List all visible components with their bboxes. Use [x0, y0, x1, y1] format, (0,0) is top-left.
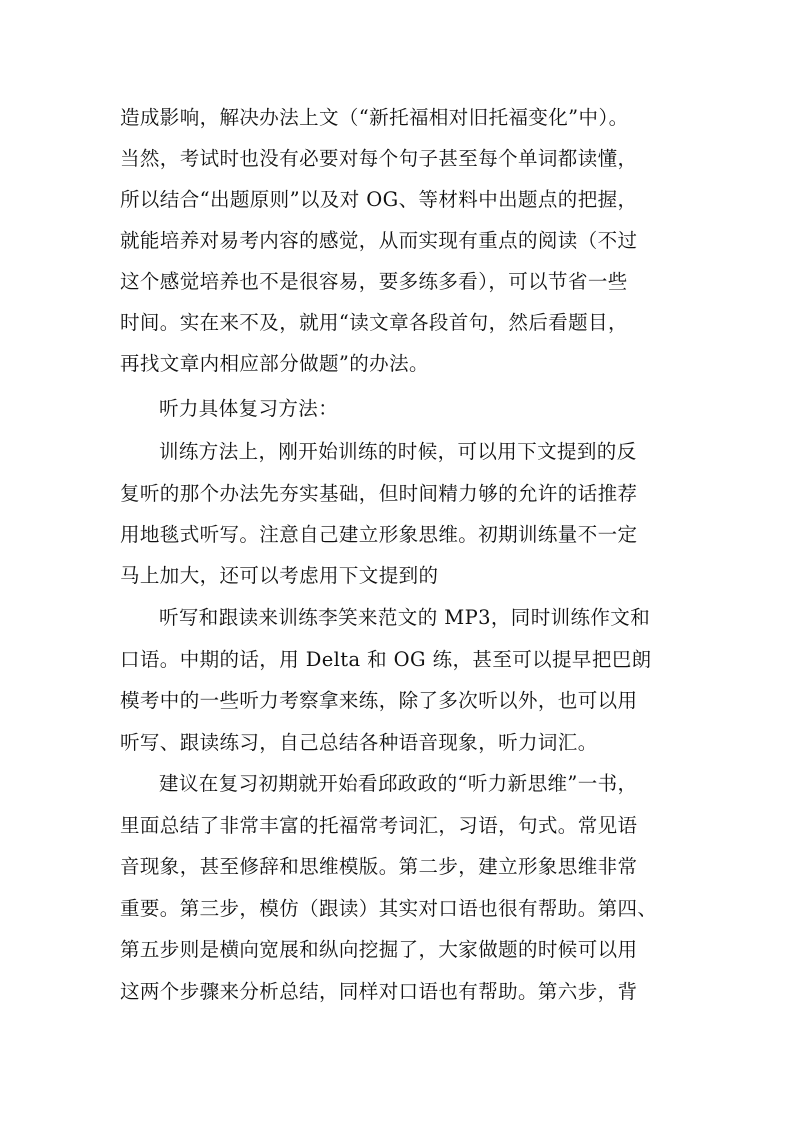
text-line: 里面总结了非常丰富的托福常考词汇，习语，句式。常见语 — [120, 814, 638, 837]
text-line: 再找文章内相应部分做题”的办法。 — [120, 352, 429, 375]
section-heading: 听力具体复习方法： — [159, 397, 339, 420]
text-line: 建议在复习初期就开始看邱政政的“听力新思维”一书， — [159, 772, 638, 795]
text-line: 用地毯式听写。注意自己建立形象思维。初期训练量不一定 — [120, 523, 638, 546]
text-line: 复听的那个办法先夯实基础，但时间精力够的允许的话推荐 — [120, 482, 638, 505]
text-line: 所以结合“出题原则”以及对 OG、等材料中出题点的把握， — [120, 188, 638, 211]
text-line: 第五步则是横向宽展和纵向挖掘了，大家做题的时候可以用 — [120, 938, 638, 961]
text-line: 听写、跟读练习，自己总结各种语音现象，听力词汇。 — [120, 731, 598, 754]
text-line: 模考中的一些听力考察拿来练，除了多次听以外，也可以用 — [120, 689, 638, 712]
text-line: 这个感觉培养也不是很容易，要多练多看），可以节省一些 — [120, 270, 628, 293]
text-line: 时间。实在来不及，就用“读文章各段首句，然后看题目， — [120, 311, 628, 334]
text-line: 马上加大，还可以考虑用下文提到的 — [120, 564, 439, 587]
text-line: 训练方法上，刚开始训练的时候，可以用下文提到的反 — [159, 440, 637, 463]
text-line: 听写和跟读来训练李笑来范文的 MP3，同时训练作文和 — [159, 606, 651, 629]
text-line: 就能培养对易考内容的感觉，从而实现有重点的阅读（不过 — [120, 229, 638, 252]
text-line: 音现象，甚至修辞和思维模版。第二步，建立形象思维非常 — [120, 855, 638, 878]
text-line: 这两个步骤来分析总结，同样对口语也有帮助。第六步，背 — [120, 980, 638, 1003]
text-line: 口语。中期的话，用 Delta 和 OG 练，甚至可以提早把巴朗 — [120, 648, 652, 671]
text-line: 造成影响，解决办法上文（“新托福相对旧托福变化”中）。 — [120, 106, 629, 129]
text-line: 当然，考试时也没有必要对每个句子甚至每个单词都读懂， — [120, 147, 638, 170]
text-line: 重要。第三步，模仿（跟读）其实对口语也很有帮助。第四、 — [120, 897, 658, 920]
